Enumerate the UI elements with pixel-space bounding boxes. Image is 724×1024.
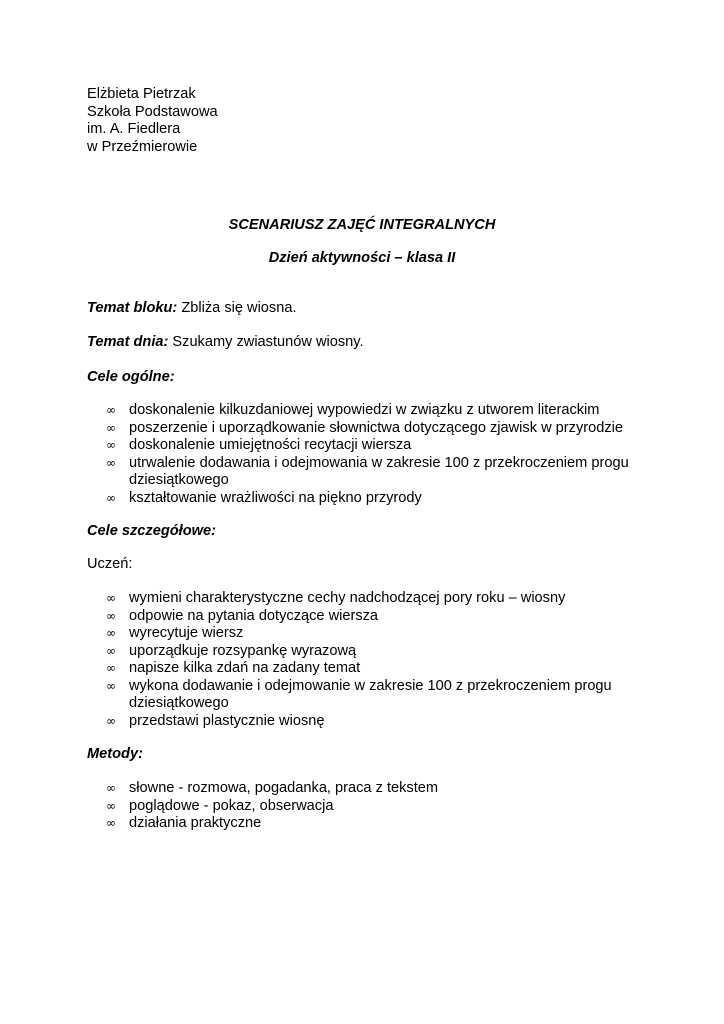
school-location: w Przeźmierowie: [87, 138, 198, 155]
day-topic: [87, 334, 364, 350]
infinity-bullet-icon: ∞: [106, 781, 116, 795]
author-name: Elżbieta Pietrzak: [87, 86, 196, 102]
list-item: ∞ wyrecytuje wiersz: [106, 625, 244, 641]
infinity-bullet-icon: ∞: [106, 713, 116, 728]
infinity-bullet-icon: ∞: [106, 678, 116, 693]
school-patron: im. A. Fiedlera: [87, 121, 181, 137]
infinity-bullet-icon: ∞: [106, 420, 116, 435]
methods-list: [0, 780, 724, 833]
list-item: ∞ przedstawi plastycznie wiosnę: [106, 712, 325, 729]
list-item: ∞ słowne - rozmowa, pogadanka, praca z tekstem: [106, 780, 439, 796]
infinity-bullet-icon: ∞: [106, 591, 116, 605]
list-item: ∞ uporządkuje rozsypankę wyrazową: [106, 642, 357, 659]
infinity-bullet-icon: ∞: [106, 455, 116, 470]
general-goals-heading: Cele ogólne:: [87, 369, 175, 385]
general-goals-list: [0, 402, 724, 507]
block-topic: [87, 300, 297, 316]
infinity-bullet-icon: ∞: [106, 798, 116, 813]
author-block: [87, 86, 218, 156]
list-item: ∞ wymieni charakterystyczne cechy nadchodzącej pory roku – wiosny: [106, 590, 566, 606]
block-topic-label: Temat bloku:: [87, 300, 178, 316]
student-intro: Uczeń:: [87, 556, 133, 572]
infinity-bullet-icon: ∞: [106, 816, 116, 830]
list-item: ∞ odpowie na pytania dotyczące wiersza: [106, 607, 379, 624]
infinity-bullet-icon: ∞: [106, 608, 116, 623]
specific-goals-list: [0, 590, 724, 730]
school-name: Szkoła Podstawowa: [87, 103, 218, 120]
infinity-bullet-icon: ∞: [106, 403, 116, 417]
list-item: ∞ poglądowe - pokaz, obserwacja: [106, 797, 334, 814]
list-item: ∞ napisze kilka zdań na zadany temat: [106, 660, 361, 676]
methods-heading: Metody:: [87, 746, 143, 762]
infinity-bullet-icon: ∞: [106, 626, 116, 640]
document-title: SCENARIUSZ ZAJĘĆ INTEGRALNYCH: [228, 217, 496, 233]
list-item: ∞ doskonalenie umiejętności recytacji wiersza: [106, 437, 412, 453]
infinity-bullet-icon: ∞: [106, 438, 116, 452]
list-item: ∞ kształtowanie wrażliwości na piękno przyrody: [106, 489, 422, 506]
list-item: ∞ utrwalenie dodawania i odejmowania w zakresie 100 z przekroczeniem progu dziesiątkowego: [106, 454, 629, 488]
infinity-bullet-icon: ∞: [106, 643, 116, 658]
day-topic-value: Szukamy zwiastunów wiosny.: [168, 334, 364, 350]
infinity-bullet-icon: ∞: [106, 661, 116, 675]
list-item: ∞ poszerzenie i uporządkowanie słownictwa dotyczącego zjawisk w przyrodzie: [106, 419, 623, 436]
day-topic-label: Temat dnia:: [87, 334, 169, 350]
block-topic-value: Zbliża się wiosna.: [177, 300, 297, 316]
infinity-bullet-icon: ∞: [106, 490, 116, 505]
specific-goals-heading: Cele szczegółowe:: [87, 523, 216, 539]
document-subtitle: Dzień aktywności – klasa II: [268, 250, 456, 266]
list-item: ∞ wykona dodawanie i odejmowanie w zakresie 100 z przekroczeniem progu dziesiątkowego: [106, 677, 612, 711]
list-item: ∞ doskonalenie kilkuzdaniowej wypowiedzi w związku z utworem literackim: [106, 402, 600, 418]
list-item: ∞ działania praktyczne: [106, 815, 262, 831]
